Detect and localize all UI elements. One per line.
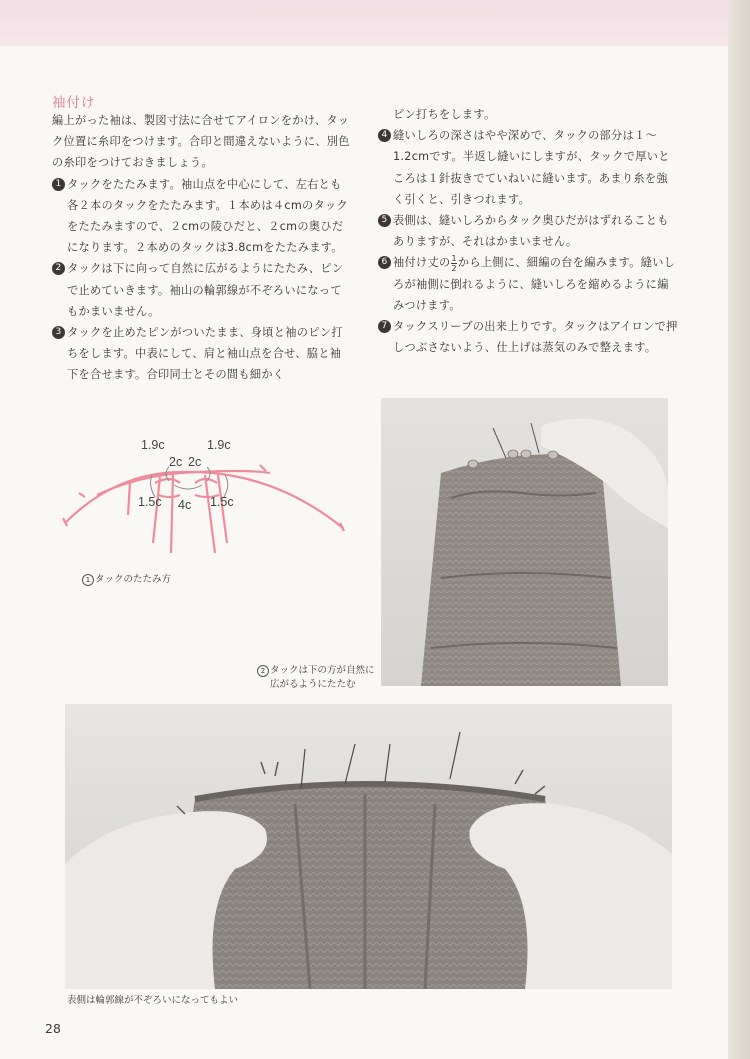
label-top-right: 1.9c: [207, 438, 231, 452]
caption-number: 2: [257, 665, 269, 677]
step-number: 4: [378, 129, 391, 142]
step-number: 3: [52, 326, 65, 339]
step-text-post: から上側に、細編の台を編みます。縫いしろが袖側に倒れるように、縫いしろを縮めるように編みつけます。: [393, 256, 676, 312]
page-number: 28: [45, 1021, 61, 1036]
caption-2-line-2: 広がるようにたたむ: [270, 679, 356, 690]
step-text: 表側は、縫いしろからタック奥ひだがはずれることもありますが、それはかまいません。: [393, 214, 669, 249]
step-3: [52, 322, 352, 386]
step-2: [52, 258, 352, 322]
step-text: タックを止めたピンがついたまま、身頃と袖のピン打ちをします。中表にして、肩と袖山点を合せ、脇と袖下を合せます。合印同士とその間も細かく: [67, 326, 343, 382]
label-bottom-right: 1.5c: [210, 495, 234, 509]
step-text: [393, 252, 678, 316]
step-text-pre: 袖付け丈の: [393, 256, 451, 270]
caption-2: [257, 664, 375, 692]
tuck-line: [153, 477, 160, 543]
knitted-sleeve: [421, 454, 621, 686]
step-text: タックは下に向って自然に広がるようにたたみ、ピンで止めていきます。袖山の輪郭線が不ぞろいになってもかまいません。: [67, 262, 344, 318]
caption-number: 1: [82, 574, 94, 586]
step-number: 6: [378, 256, 391, 269]
dim-arc: [151, 475, 155, 497]
photo-tucks-pinned: [381, 398, 668, 686]
sleeve-cap-curve: [65, 472, 343, 528]
tuck-line: [205, 475, 215, 553]
tick-mark: [63, 465, 344, 531]
step-text: タックをたたみます。袖山点を中心にして、左右とも各２本のタックをたたみます。１本めは４cmのタックをたたみますので、２cmの陵ひだと、２cmの奥ひだになります。２本めのタックは3.8cmをたたみます。: [67, 177, 348, 255]
section-heading: 袖付け: [52, 95, 96, 111]
tuck-line: [128, 482, 130, 515]
dim-arc: [224, 475, 228, 497]
top-band: [0, 0, 750, 52]
step-number: 5: [378, 214, 391, 227]
step-text: タックスリーブの出来上りです。タックはアイロンで押しつぶさないよう、仕上げは蒸気のみで整えます。: [393, 320, 678, 355]
fraction-numerator: 1: [451, 253, 457, 263]
page-edge: [728, 0, 750, 1059]
label-mid-left: 2c: [169, 455, 183, 469]
photo-knit-sleeve: [381, 398, 668, 686]
caption-1-text: タックのたたみ方: [95, 574, 172, 585]
step-number: 2: [52, 262, 65, 275]
text-column-right: [378, 104, 678, 358]
caption-3: 表側は輪郭線が不ぞろいになってもよい: [67, 995, 239, 1006]
step-number: 1: [52, 178, 65, 191]
label-bottom-left: 1.5c: [138, 495, 162, 509]
fraction-denominator: 2: [451, 263, 457, 273]
fraction: [451, 254, 456, 273]
step-text: 縫いしろの深さはやや深めで、タックの部分は１〜1.2cmです。半返し縫いにしますが、タックで厚いところは１針抜きでていねいに縫います。あまり糸を強く引くと、引きつれます。: [393, 129, 670, 206]
step-1: [52, 174, 352, 259]
caption-2-line-1: [257, 664, 375, 678]
label-mid-right: 2c: [188, 455, 202, 469]
step-7: [378, 316, 678, 358]
text-column-left: [52, 110, 352, 386]
caption-2-line-1-text: タックは下の方が自然に: [270, 665, 375, 676]
step-5: [378, 210, 678, 252]
continuation-text: ピン打ちをします。: [393, 108, 496, 121]
step-4: [378, 125, 678, 210]
caption-1: [82, 573, 171, 587]
step-6: [378, 252, 678, 316]
tuck-diagram: [55, 425, 355, 555]
tuck-line: [218, 475, 227, 543]
photo-sleeve-seam: [65, 704, 672, 989]
photo-knit-seam: [65, 704, 672, 989]
step-number: 7: [378, 320, 391, 333]
dim-arc: [174, 485, 202, 489]
label-top-left: 1.9c: [141, 438, 165, 452]
tuck-line: [171, 475, 173, 553]
label-center: 4c: [178, 498, 192, 512]
intro-paragraph: 編上がった袖は、製図寸法に合せてアイロンをかけ、タック位置に糸印をつけます。合印と間違えないように、別色の糸印をつけておきましょう。: [52, 114, 350, 170]
